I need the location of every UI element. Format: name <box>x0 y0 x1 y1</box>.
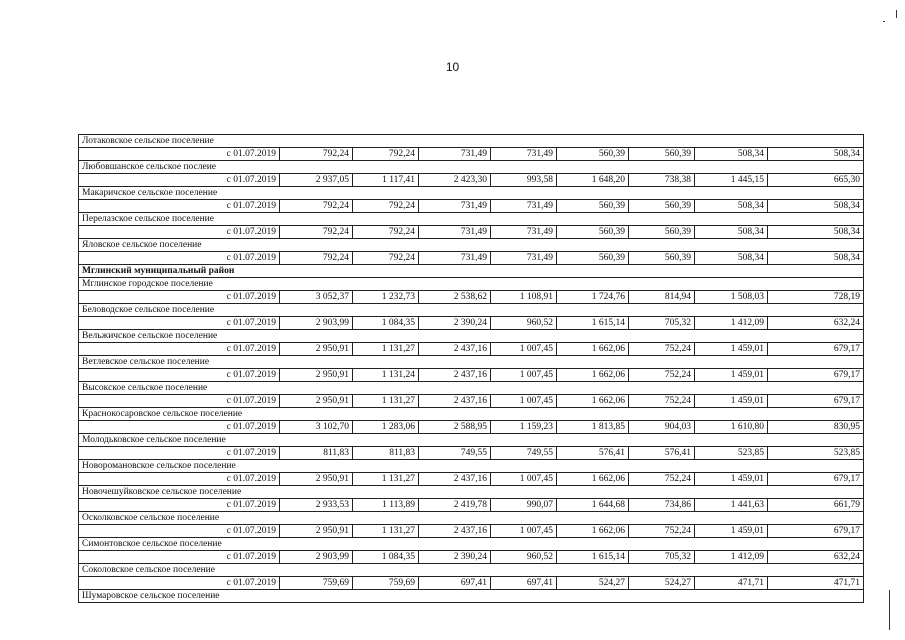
value-cell: 1 508,03 <box>695 291 768 304</box>
value-cell: 731,49 <box>491 200 557 213</box>
value-cell: 2 437,16 <box>419 369 491 382</box>
table-row-region <box>79 265 864 278</box>
value-cell: 759,69 <box>353 577 419 590</box>
value-cell: 1 131,27 <box>353 473 419 486</box>
value-cell: 1 131,27 <box>353 395 419 408</box>
value-cell: 697,41 <box>491 577 557 590</box>
value-cell: 661,79 <box>768 499 864 512</box>
value-cell: 792,24 <box>353 148 419 161</box>
settlement-name-cell: Шумаровское сельское поселение <box>79 590 864 603</box>
value-cell: 679,17 <box>768 369 864 382</box>
value-cell: 560,39 <box>629 226 695 239</box>
value-cell: 508,34 <box>695 148 768 161</box>
table-row-settlement <box>79 187 864 200</box>
value-cell: 576,41 <box>629 447 695 460</box>
value-cell: 738,38 <box>629 174 695 187</box>
value-cell: 1 159,23 <box>491 421 557 434</box>
value-cell: 1 007,45 <box>491 369 557 382</box>
value-cell: 560,39 <box>629 252 695 265</box>
value-cell: 1 084,35 <box>353 551 419 564</box>
settlement-name-cell: Яловское сельское поселение <box>79 239 864 252</box>
table-row-values <box>79 291 864 304</box>
value-cell: 811,83 <box>280 447 353 460</box>
table-row-values <box>79 551 864 564</box>
table-row-settlement <box>79 161 864 174</box>
value-cell: 2 538,62 <box>419 291 491 304</box>
table-row-values <box>79 421 864 434</box>
value-cell: 524,27 <box>557 577 629 590</box>
table-row-values <box>79 343 864 356</box>
value-cell: 731,49 <box>491 252 557 265</box>
value-cell: 731,49 <box>491 148 557 161</box>
scan-mark <box>883 21 885 22</box>
table-row-values <box>79 447 864 460</box>
value-cell: 1 662,06 <box>557 395 629 408</box>
value-cell: 2 423,30 <box>419 174 491 187</box>
effective-date-cell: с 01.07.2019 <box>79 226 280 239</box>
settlement-name-cell: Соколовское сельское поселение <box>79 564 864 577</box>
settlement-name-cell: Новоромановское сельское поселение <box>79 460 864 473</box>
table-row-settlement <box>79 304 864 317</box>
settlement-name-cell: Вельжичское сельское поселение <box>79 330 864 343</box>
settlement-name-cell: Осколковское сельское поселение <box>79 512 864 525</box>
value-cell: 1 459,01 <box>695 343 768 356</box>
value-cell: 679,17 <box>768 395 864 408</box>
value-cell: 792,24 <box>353 226 419 239</box>
page-number: 10 <box>445 60 460 74</box>
table-row-settlement <box>79 538 864 551</box>
value-cell: 523,85 <box>695 447 768 460</box>
value-cell: 759,69 <box>280 577 353 590</box>
value-cell: 679,17 <box>768 473 864 486</box>
effective-date-cell: с 01.07.2019 <box>79 148 280 161</box>
value-cell: 1 441,63 <box>695 499 768 512</box>
value-cell: 2 937,05 <box>280 174 353 187</box>
value-cell: 1 131,27 <box>353 525 419 538</box>
value-cell: 1 662,06 <box>557 343 629 356</box>
value-cell: 752,24 <box>629 395 695 408</box>
effective-date-cell: с 01.07.2019 <box>79 525 280 538</box>
value-cell: 471,71 <box>768 577 864 590</box>
value-cell: 1 007,45 <box>491 473 557 486</box>
value-cell: 2 903,99 <box>280 317 353 330</box>
value-cell: 1 283,06 <box>353 421 419 434</box>
settlement-name-cell: Краснокосаровское сельское поселение <box>79 408 864 421</box>
table-row-values <box>79 395 864 408</box>
value-cell: 904,03 <box>629 421 695 434</box>
value-cell: 576,41 <box>557 447 629 460</box>
value-cell: 792,24 <box>280 252 353 265</box>
value-cell: 2 390,24 <box>419 551 491 564</box>
table-row-values <box>79 148 864 161</box>
value-cell: 1 459,01 <box>695 395 768 408</box>
value-cell: 2 950,91 <box>280 343 353 356</box>
value-cell: 1 113,89 <box>353 499 419 512</box>
value-cell: 1 459,01 <box>695 369 768 382</box>
value-cell: 3 102,70 <box>280 421 353 434</box>
table-row-settlement <box>79 564 864 577</box>
value-cell: 508,34 <box>768 226 864 239</box>
value-cell: 830,95 <box>768 421 864 434</box>
value-cell: 752,24 <box>629 369 695 382</box>
value-cell: 508,34 <box>768 200 864 213</box>
value-cell: 752,24 <box>629 525 695 538</box>
effective-date-cell: с 01.07.2019 <box>79 317 280 330</box>
value-cell: 792,24 <box>353 252 419 265</box>
value-cell: 508,34 <box>695 226 768 239</box>
value-cell: 734,86 <box>629 499 695 512</box>
settlement-name-cell: Мглинское городское поселение <box>79 278 864 291</box>
value-cell: 2 933,53 <box>280 499 353 512</box>
effective-date-cell: с 01.07.2019 <box>79 174 280 187</box>
table-row-settlement <box>79 434 864 447</box>
table-row-settlement <box>79 460 864 473</box>
value-cell: 679,17 <box>768 525 864 538</box>
value-cell: 3 052,37 <box>280 291 353 304</box>
value-cell: 1 131,24 <box>353 369 419 382</box>
value-cell: 811,83 <box>353 447 419 460</box>
value-cell: 524,27 <box>629 577 695 590</box>
value-cell: 1 724,76 <box>557 291 629 304</box>
value-cell: 560,39 <box>557 226 629 239</box>
value-cell: 792,24 <box>280 226 353 239</box>
table-row-settlement <box>79 382 864 395</box>
table-row-settlement <box>79 239 864 252</box>
value-cell: 1 007,45 <box>491 395 557 408</box>
value-cell: 814,94 <box>629 291 695 304</box>
value-cell: 1 131,27 <box>353 343 419 356</box>
settlement-name-cell: Ветлевское сельское поселение <box>79 356 864 369</box>
settlement-name-cell: Высокское сельское поселение <box>79 382 864 395</box>
value-cell: 1 648,20 <box>557 174 629 187</box>
value-cell: 960,52 <box>491 551 557 564</box>
value-cell: 731,49 <box>419 226 491 239</box>
effective-date-cell: с 01.07.2019 <box>79 395 280 408</box>
value-cell: 2 437,16 <box>419 395 491 408</box>
value-cell: 705,32 <box>629 551 695 564</box>
table-row-settlement <box>79 278 864 291</box>
settlement-name-cell: Новочешуйковское сельское поселение <box>79 486 864 499</box>
value-cell: 679,17 <box>768 343 864 356</box>
settlement-name-cell: Беловодское сельское поселение <box>79 304 864 317</box>
table-row-settlement <box>79 135 864 148</box>
value-cell: 508,34 <box>695 200 768 213</box>
value-cell: 560,39 <box>629 148 695 161</box>
table-row-values <box>79 577 864 590</box>
value-cell: 752,24 <box>629 473 695 486</box>
value-cell: 508,34 <box>695 252 768 265</box>
value-cell: 632,24 <box>768 317 864 330</box>
value-cell: 705,32 <box>629 317 695 330</box>
value-cell: 2 950,91 <box>280 395 353 408</box>
settlement-name-cell: Лотаковское сельское поселение <box>79 135 864 148</box>
value-cell: 1 412,09 <box>695 551 768 564</box>
tariff-table <box>78 134 864 603</box>
value-cell: 1 007,45 <box>491 525 557 538</box>
value-cell: 2 437,16 <box>419 525 491 538</box>
effective-date-cell: с 01.07.2019 <box>79 343 280 356</box>
table-row-values <box>79 369 864 382</box>
table-row-settlement <box>79 330 864 343</box>
value-cell: 1 232,73 <box>353 291 419 304</box>
value-cell: 752,24 <box>629 343 695 356</box>
settlement-name-cell: Любовшанское сельское послеие <box>79 161 864 174</box>
table-row-settlement <box>79 356 864 369</box>
table-row-values <box>79 252 864 265</box>
value-cell: 632,24 <box>768 551 864 564</box>
value-cell: 2 437,16 <box>419 473 491 486</box>
scan-mark <box>889 590 890 630</box>
value-cell: 2 588,95 <box>419 421 491 434</box>
settlement-name-cell: Молодьковское сельское поселение <box>79 434 864 447</box>
value-cell: 560,39 <box>557 252 629 265</box>
settlement-name-cell: Макаричское сельское поселение <box>79 187 864 200</box>
value-cell: 471,71 <box>695 577 768 590</box>
value-cell: 2 437,16 <box>419 343 491 356</box>
value-cell: 523,85 <box>768 447 864 460</box>
table-row-values <box>79 525 864 538</box>
table-row-values <box>79 200 864 213</box>
value-cell: 1 108,91 <box>491 291 557 304</box>
value-cell: 731,49 <box>491 226 557 239</box>
settlement-name-cell: Симонтовское сельское поселение <box>79 538 864 551</box>
value-cell: 960,52 <box>491 317 557 330</box>
value-cell: 731,49 <box>419 200 491 213</box>
value-cell: 2 419,78 <box>419 499 491 512</box>
value-cell: 749,55 <box>419 447 491 460</box>
value-cell: 728,19 <box>768 291 864 304</box>
effective-date-cell: с 01.07.2019 <box>79 200 280 213</box>
effective-date-cell: с 01.07.2019 <box>79 252 280 265</box>
value-cell: 2 950,91 <box>280 369 353 382</box>
table-row-settlement <box>79 590 864 603</box>
table-row-settlement <box>79 408 864 421</box>
effective-date-cell: с 01.07.2019 <box>79 577 280 590</box>
value-cell: 1 459,01 <box>695 473 768 486</box>
table-row-settlement <box>79 486 864 499</box>
value-cell: 1 007,45 <box>491 343 557 356</box>
value-cell: 1 445,15 <box>695 174 768 187</box>
value-cell: 2 950,91 <box>280 473 353 486</box>
value-cell: 1 084,35 <box>353 317 419 330</box>
value-cell: 1 459,01 <box>695 525 768 538</box>
value-cell: 665,30 <box>768 174 864 187</box>
value-cell: 731,49 <box>419 252 491 265</box>
effective-date-cell: с 01.07.2019 <box>79 447 280 460</box>
value-cell: 1 662,06 <box>557 525 629 538</box>
district-name-cell: Мглинский муниципальный район <box>79 265 864 278</box>
table-row-values <box>79 226 864 239</box>
settlement-name-cell: Перелазское сельское поселение <box>79 213 864 226</box>
value-cell: 1 615,14 <box>557 551 629 564</box>
value-cell: 792,24 <box>353 200 419 213</box>
value-cell: 1 662,06 <box>557 369 629 382</box>
table-row-values <box>79 317 864 330</box>
table-body <box>79 135 864 603</box>
value-cell: 990,07 <box>491 499 557 512</box>
value-cell: 508,34 <box>768 148 864 161</box>
effective-date-cell: с 01.07.2019 <box>79 421 280 434</box>
value-cell: 792,24 <box>280 200 353 213</box>
effective-date-cell: с 01.07.2019 <box>79 499 280 512</box>
effective-date-cell: с 01.07.2019 <box>79 291 280 304</box>
table-row-values <box>79 473 864 486</box>
effective-date-cell: с 01.07.2019 <box>79 473 280 486</box>
value-cell: 1 662,06 <box>557 473 629 486</box>
value-cell: 2 390,24 <box>419 317 491 330</box>
value-cell: 560,39 <box>557 148 629 161</box>
table-row-settlement <box>79 512 864 525</box>
value-cell: 1 644,68 <box>557 499 629 512</box>
table-row-settlement <box>79 213 864 226</box>
table-row-values <box>79 174 864 187</box>
effective-date-cell: с 01.07.2019 <box>79 369 280 382</box>
value-cell: 749,55 <box>491 447 557 460</box>
value-cell: 1 412,09 <box>695 317 768 330</box>
value-cell: 1 610,80 <box>695 421 768 434</box>
value-cell: 560,39 <box>629 200 695 213</box>
value-cell: 1 615,14 <box>557 317 629 330</box>
table-row-values <box>79 499 864 512</box>
value-cell: 2 950,91 <box>280 525 353 538</box>
value-cell: 993,58 <box>491 174 557 187</box>
effective-date-cell: с 01.07.2019 <box>79 551 280 564</box>
value-cell: 508,34 <box>768 252 864 265</box>
value-cell: 731,49 <box>419 148 491 161</box>
value-cell: 792,24 <box>280 148 353 161</box>
value-cell: 1 117,41 <box>353 174 419 187</box>
value-cell: 697,41 <box>419 577 491 590</box>
scan-mark <box>896 10 897 18</box>
value-cell: 2 903,99 <box>280 551 353 564</box>
value-cell: 1 813,85 <box>557 421 629 434</box>
value-cell: 560,39 <box>557 200 629 213</box>
